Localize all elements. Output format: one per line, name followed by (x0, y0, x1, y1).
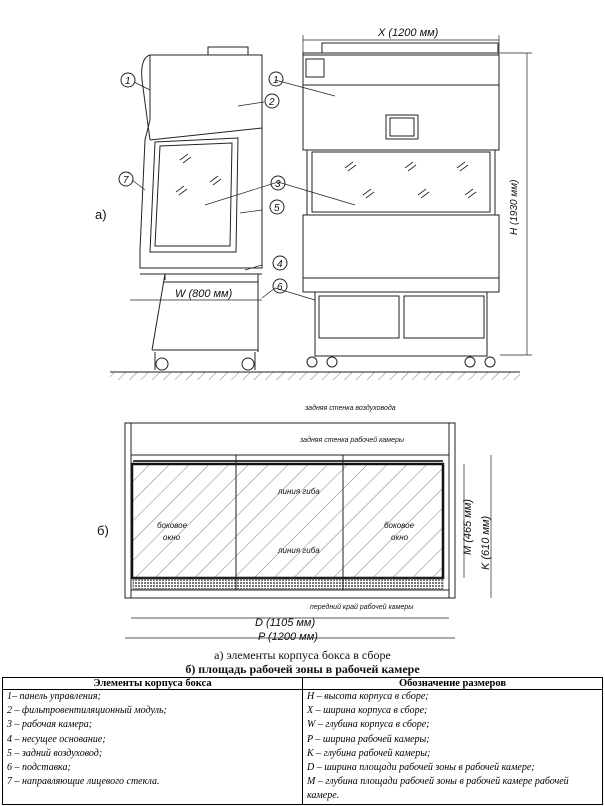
svg-text:1: 1 (125, 76, 131, 87)
svg-text:5: 5 (274, 203, 280, 214)
note-side-window: окно (391, 533, 409, 542)
dim-k: K (610 мм) (480, 515, 492, 570)
dim-w: W (800 мм) (175, 288, 233, 300)
caption-b: б) площадь рабочей зоны в рабочей камере (185, 662, 420, 676)
note-side-window: боковое (157, 521, 188, 530)
note-bend-line: линия гиба (278, 487, 320, 496)
svg-text:4: 4 (277, 259, 283, 270)
dim-p: P (1200 мм) (258, 631, 318, 643)
note-side-window: боковое (384, 521, 415, 530)
label-a: а) (95, 207, 107, 222)
element-item: 2 – фильтровентиляционный модуль; (7, 705, 167, 717)
dim-h: H (1930 мм) (509, 179, 520, 235)
svg-text:6: 6 (277, 282, 283, 293)
svg-text:2: 2 (269, 97, 275, 108)
dimension-item: D – ширина площади рабочей зоны в рабочей камере; (307, 762, 535, 774)
caption-a: а) элементы корпуса бокса в сборе (214, 648, 391, 662)
legend-table (2, 677, 603, 805)
dimension-item: X – ширина корпуса в сборе; (307, 705, 428, 717)
note-bend-line: линия гиба (278, 546, 320, 555)
dim-m: M (465 мм) (462, 498, 474, 555)
note-front-edge: передний край рабочей камеры (310, 604, 414, 611)
callout-numbers (123, 75, 283, 293)
dimension-item: W – глубина корпуса в сборе; (307, 719, 430, 731)
element-item: 7 – направляющие лицевого стекла. (7, 776, 160, 788)
element-item: 6 – подставка; (7, 762, 71, 774)
side-view (140, 47, 262, 370)
dim-d: D (1105 мм) (255, 617, 316, 629)
dimension-item: M – глубина площади рабочей зоны в рабочей камере рабочей камере. (307, 776, 569, 802)
element-item: 3 – рабочая камера; (7, 719, 93, 731)
ground-line (110, 372, 520, 380)
dim-x: X (1200 мм) (378, 27, 439, 39)
element-item: 1– панель управления; (7, 691, 101, 702)
dimension-item: K – глубина рабочей камеры; (307, 747, 431, 759)
label-b: б) (97, 523, 109, 538)
element-item: 5 – задний воздуховод; (7, 747, 103, 759)
svg-text:1: 1 (273, 75, 279, 86)
front-view (303, 43, 499, 367)
note-rear-chamber: задняя стенка рабочей камеры (300, 437, 405, 444)
dimension-item: P – ширина рабочей камеры; (307, 733, 430, 745)
note-side-window: окно (163, 533, 181, 542)
note-rear-duct: задняя стенка воздуховода (305, 405, 396, 412)
header-elements: Элементы корпуса бокса (3, 678, 303, 690)
svg-text:7: 7 (123, 175, 129, 186)
svg-text:3: 3 (275, 179, 281, 190)
dimension-item: H – высота корпуса в сборе; (307, 691, 429, 702)
header-dimensions: Обозначение размеров (303, 678, 603, 690)
plan-view (125, 423, 491, 638)
element-item: 4 – несущее основание; (7, 733, 106, 745)
